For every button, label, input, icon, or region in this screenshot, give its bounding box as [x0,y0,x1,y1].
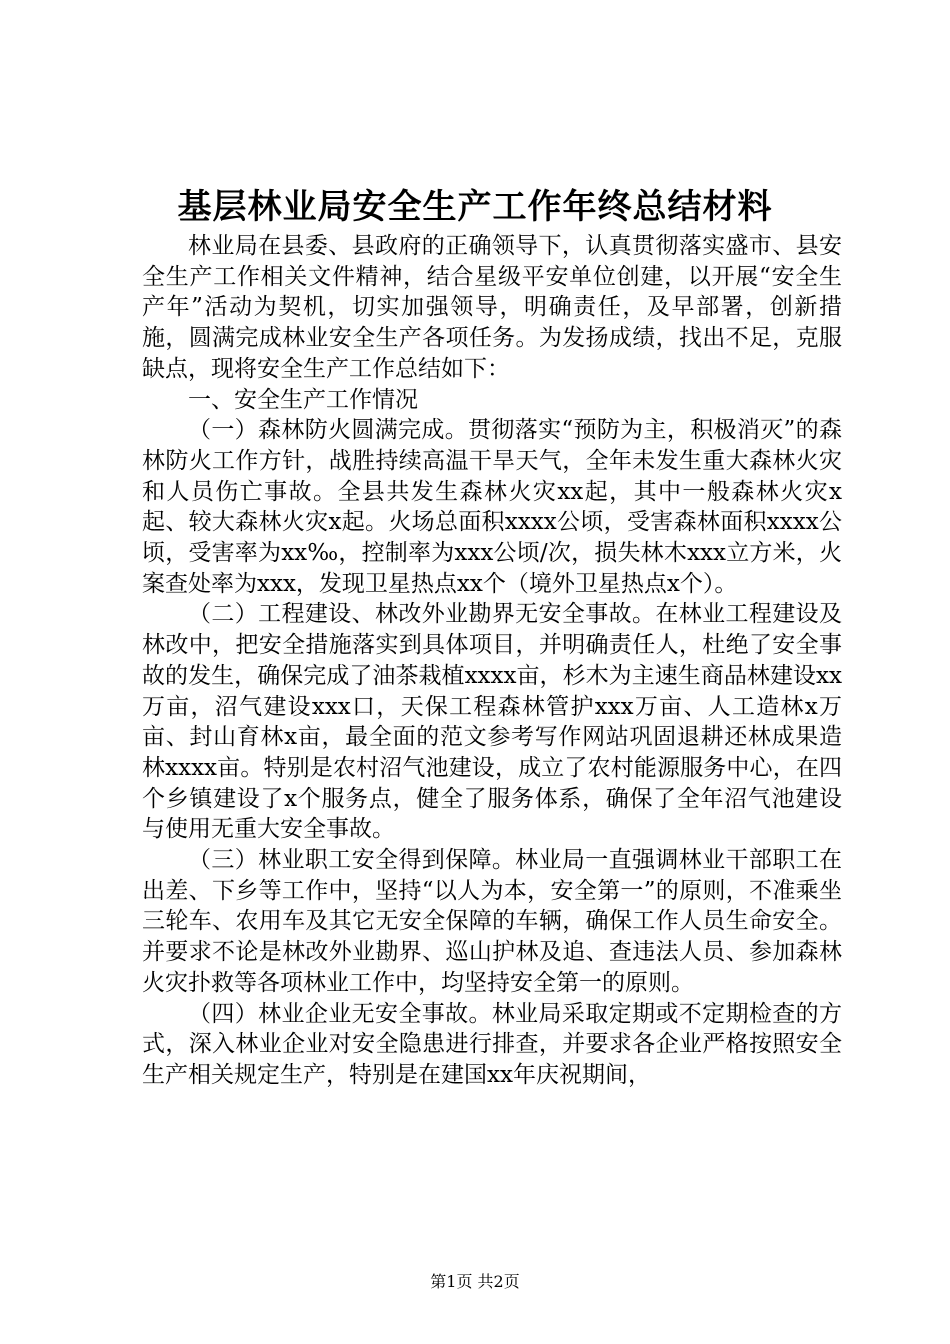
paragraph-forest-fire: （一）森林防火圆满完成。贯彻落实“预防为主，积极消灭”的森林防火工作方针，战胜持续高温干旱天气，全年未发生重大森林火灾和人员伤亡事故。全县共发生森林火灾xx起，其中一般森林火灾x起、较大森林火灾x起。火场总面积xxxx公顷，受害森林面积xxxx公顷，受害率为xx‰，控制率为xxx公顷/次，损失林木xxx立方米，火案查处率为xxx，发现卫星热点xx个（境外卫星热点x个）。 [142,417,842,597]
paragraph-engineering: （二）工程建设、林改外业勘界无安全事故。在林业工程建设及林改中，把安全措施落实到具体项目，并明确责任人，杜绝了安全事故的发生，确保完成了油茶栽植xxxx亩，杉木为主速生商品林建设xx万亩，沼气建设xxx口，天保工程森林管护xxx万亩、人工造林x万亩、封山育林x亩，最全面的范文参考写作网站巩固退耕还林成果造林xxxx亩。特别是农村沼气池建设，成立了农村能源服务中心，在四个乡镇建设了x个服务点，健全了服务体系，确保了全年沼气池建设与使用无重大安全事故。 [142,601,842,843]
paragraph-staff-safety: （三）林业职工安全得到保障。林业局一直强调林业干部职工在出差、下乡等工作中，坚持“以人为本，安全第一”的原则，不准乘坐三轮车、农用车及其它无安全保障的车辆，确保工作人员生命安全。并要求不论是林改外业勘界、巡山护林及追、查违法人员、参加森林火灾扑救等各项林业工作中，均坚持安全第一的原则。 [142,847,842,996]
document-title: 基层林业局安全生产工作年终总结材料 [177,187,773,227]
page-footer: 第1页 共2页 [430,1272,520,1291]
document-body [142,231,842,1091]
intro-paragraph: 林业局在县委、县政府的正确领导下，认真贯彻落实盛市、县安全生产工作相关文件精神，结合星级平安单位创建，以开展“安全生产年”活动为契机，切实加强领导，明确责任，及早部署，创新措施，圆满完成林业安全生产各项任务。为发扬成绩，找出不足，克服缺点，现将安全生产工作总结如下： [142,233,842,382]
section-heading: 一、安全生产工作情况 [188,386,418,413]
paragraph-enterprise: （四）林业企业无安全事故。林业局采取定期或不定期检查的方式，深入林业企业对安全隐患进行排查，并要求各企业严格按照安全生产相关规定生产，特别是在建国xx年庆祝期间， [142,1000,842,1088]
